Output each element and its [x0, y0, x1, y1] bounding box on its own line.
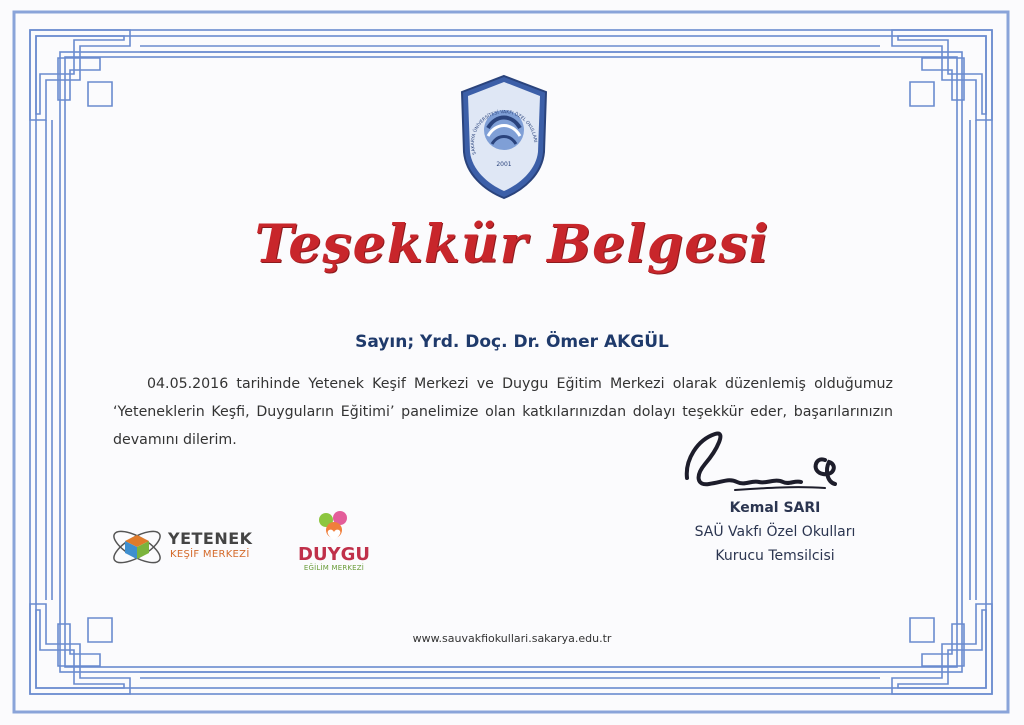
school-crest-icon [458, 74, 550, 200]
website-footer: www.sauvakfiokullari.sakarya.edu.tr [412, 632, 612, 645]
signer-role: Kurucu Temsilcisi [715, 548, 835, 564]
crest-year: 2001 [496, 161, 512, 168]
signer-block [660, 496, 890, 568]
heart-circles-icon [314, 510, 354, 544]
duygu-logo-subtitle: EĞİLİM MERKEZİ [303, 564, 365, 572]
duygu-logo [292, 510, 376, 576]
certificate-body: 04.05.2016 tarihinde Yetenek Keşif Merkezi ve Duygu Eğitim Merkezi olarak düzenlemiş olduğumuz ‘Yeteneklerin Keşfi, Duyguların Eğitimi’ panelimize olan katkılarınızdan dolayı teşekkür eder, başarılarınızın devamını dilerim. [113, 376, 893, 448]
corner-ornament-tl [30, 30, 130, 120]
certificate-title: Teşekkür Belgesi [254, 214, 770, 275]
corner-ornament-bl [30, 604, 130, 694]
signer-name: Kemal SARI [729, 500, 821, 516]
atom-cube-icon [108, 519, 166, 575]
crest-ring-text: SAKARYA ÜNİVERSİTESİ VAKFI ÖZEL OKULLARI [470, 110, 537, 156]
recipient-line: Sayın; Yrd. Doç. Dr. Ömer AKGÜL [355, 332, 669, 352]
yetenek-logo-subtitle: KEŞİF MERKEZİ [170, 549, 250, 560]
corner-ornament-tr [892, 30, 992, 120]
corner-ornament-br [892, 604, 992, 694]
signer-organization: SAÜ Vakfı Özel Okulları [694, 524, 856, 540]
yetenek-logo [108, 519, 268, 575]
duygu-logo-title: DUYGU [298, 544, 370, 565]
yetenek-logo-title: YETENEK [168, 529, 253, 548]
